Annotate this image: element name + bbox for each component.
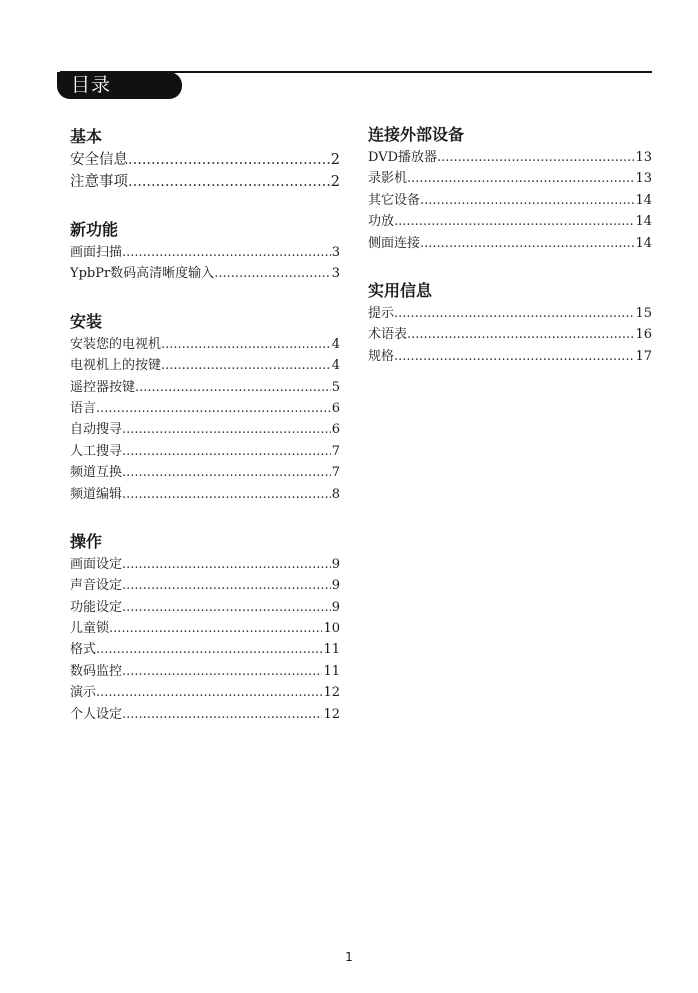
toc-entry-page: 9 xyxy=(331,578,340,594)
toc-entry[interactable] xyxy=(368,190,652,211)
toc-section xyxy=(368,280,652,367)
toc-entry-label: 个人设定 xyxy=(70,706,123,722)
toc-entry-page: 14 xyxy=(635,192,652,208)
toc-entry-page: 9 xyxy=(331,556,340,572)
toc-entry-label: 声音设定 xyxy=(70,578,123,594)
toc-entry-label: DVD播放器 xyxy=(368,150,438,165)
toc-entry-page: 14 xyxy=(635,235,652,251)
section-title: 新功能 xyxy=(70,220,119,239)
dot-leader xyxy=(128,149,330,171)
toc-entry-label: 安装您的电视机 xyxy=(70,336,162,352)
dot-leader xyxy=(394,346,634,367)
toc-entry[interactable] xyxy=(70,639,340,660)
toc-entry[interactable] xyxy=(70,661,340,682)
toc-entry-label: 侧面连接 xyxy=(368,235,421,251)
toc-section xyxy=(70,531,340,725)
toc-left-column xyxy=(70,126,340,751)
dot-leader xyxy=(122,661,322,682)
toc-entry-page: 15 xyxy=(635,305,652,321)
dot-leader xyxy=(122,554,331,575)
dot-leader xyxy=(122,575,331,596)
toc-section xyxy=(70,126,340,193)
dot-leader xyxy=(96,639,322,660)
dot-leader xyxy=(407,168,634,189)
toc-entry[interactable] xyxy=(368,303,652,324)
dot-leader xyxy=(122,704,322,725)
toc-entry-label: YpbPr数码高清晰度输入 xyxy=(70,266,215,282)
section-title: 操作 xyxy=(70,531,103,551)
toc-entry-page: 13 xyxy=(635,171,652,187)
toc-entry-page: 14 xyxy=(635,214,652,230)
dot-leader xyxy=(122,441,331,462)
dot-leader xyxy=(407,324,634,345)
dot-leader xyxy=(135,377,331,398)
toc-entry[interactable] xyxy=(70,149,340,171)
toc-entry[interactable] xyxy=(70,334,340,355)
toc-entry[interactable] xyxy=(368,233,652,254)
toc-entry-label: 功放 xyxy=(368,214,395,230)
toc-entry[interactable] xyxy=(70,462,340,483)
toc-entry-page: 4 xyxy=(331,358,340,374)
dot-leader xyxy=(161,334,331,355)
toc-entry[interactable] xyxy=(70,419,340,440)
toc-entry-label: 人工搜寻 xyxy=(70,443,123,459)
section-title: 基本 xyxy=(70,127,103,146)
toc-entry-page: 4 xyxy=(331,336,340,352)
toc-entry[interactable] xyxy=(70,704,340,725)
page-title: 目录 xyxy=(57,72,182,99)
toc-entry-page: 7 xyxy=(331,465,340,481)
toc-entry-label: 画面扫描 xyxy=(70,245,123,260)
section-title: 安装 xyxy=(70,311,103,331)
dot-leader xyxy=(122,242,331,263)
toc-entry[interactable] xyxy=(70,441,340,462)
toc-entry-page: 3 xyxy=(331,245,340,260)
dot-leader xyxy=(161,355,331,376)
toc-entry[interactable] xyxy=(70,398,340,419)
toc-entry-label: 演示 xyxy=(70,685,97,701)
toc-entry[interactable] xyxy=(368,211,652,232)
toc-entry[interactable] xyxy=(70,618,340,639)
toc-section xyxy=(368,124,652,254)
toc-section xyxy=(70,311,340,505)
toc-entry-page: 6 xyxy=(331,422,340,438)
dot-leader xyxy=(394,303,634,324)
toc-entry[interactable] xyxy=(368,346,652,367)
toc-entry-page: 12 xyxy=(323,706,340,722)
toc-entry-page: 13 xyxy=(635,150,652,165)
toc-entry[interactable] xyxy=(70,597,340,618)
dot-leader xyxy=(437,147,634,168)
toc-entry-page: 6 xyxy=(331,400,340,416)
toc-entry-page: 7 xyxy=(331,443,340,459)
toc-entry[interactable] xyxy=(70,575,340,596)
toc-entry-page: 11 xyxy=(323,642,340,658)
dot-leader xyxy=(128,171,330,193)
toc-section xyxy=(70,219,340,285)
toc-entry[interactable] xyxy=(70,355,340,376)
toc-entry[interactable] xyxy=(70,554,340,575)
toc-entry-label: 自动搜寻 xyxy=(70,422,123,438)
toc-entry[interactable] xyxy=(368,324,652,345)
toc-entry-page: 10 xyxy=(323,621,340,637)
toc-entry-label: 规格 xyxy=(368,348,395,364)
toc-entry-label: 儿童锁 xyxy=(70,621,110,637)
toc-entry-label: 语言 xyxy=(70,400,97,416)
toc-entry-label: 格式 xyxy=(70,642,97,658)
toc-entry[interactable] xyxy=(70,263,340,284)
toc-entry-page: 17 xyxy=(635,348,652,364)
toc-right-column xyxy=(368,124,652,393)
toc-entry-page: 2 xyxy=(330,174,340,190)
toc-entry[interactable] xyxy=(70,682,340,703)
toc-entry[interactable] xyxy=(368,147,652,168)
toc-entry-page: 12 xyxy=(323,685,340,701)
toc-entry-label: 数码监控 xyxy=(70,663,123,679)
toc-entry-label: 安全信息 xyxy=(70,152,128,168)
dot-leader xyxy=(96,682,322,703)
toc-entry-label: 画面设定 xyxy=(70,556,123,572)
toc-entry[interactable] xyxy=(70,171,340,193)
dot-leader xyxy=(96,398,331,419)
dot-leader xyxy=(122,419,331,440)
section-title: 实用信息 xyxy=(368,280,433,300)
toc-entry-label: 注意事项 xyxy=(70,174,128,190)
toc-entry-label: 频道编辑 xyxy=(70,486,123,502)
dot-leader xyxy=(214,263,331,284)
toc-entry-page: 2 xyxy=(330,152,340,168)
toc-entry-label: 提示 xyxy=(368,305,395,321)
toc-entry-label: 录影机 xyxy=(368,171,408,187)
toc-entry-page: 8 xyxy=(331,486,340,502)
toc-entry[interactable] xyxy=(368,168,652,189)
dot-leader xyxy=(122,484,331,505)
toc-entry-page: 16 xyxy=(635,327,652,343)
toc-entry[interactable] xyxy=(70,484,340,505)
toc-entry-label: 功能设定 xyxy=(70,599,123,615)
dot-leader xyxy=(122,462,331,483)
toc-entry-label: 遥控器按键 xyxy=(70,379,136,395)
toc-entry[interactable] xyxy=(70,242,340,263)
toc-entry-page: 3 xyxy=(331,266,340,282)
dot-leader xyxy=(420,190,634,211)
toc-entry-page: 11 xyxy=(323,663,340,679)
toc-entry[interactable] xyxy=(70,377,340,398)
toc-entry-label: 其它设备 xyxy=(368,192,421,208)
dot-leader xyxy=(420,233,634,254)
page-number: 1 xyxy=(345,950,353,964)
toc-entry-label: 频道互换 xyxy=(70,465,123,481)
toc-entry-label: 术语表 xyxy=(368,327,408,343)
dot-leader xyxy=(394,211,634,232)
dot-leader xyxy=(109,618,322,639)
dot-leader xyxy=(122,597,331,618)
section-title: 连接外部设备 xyxy=(368,125,465,144)
toc-entry-page: 9 xyxy=(331,599,340,615)
toc-entry-page: 5 xyxy=(331,379,340,395)
toc-entry-label: 电视机上的按键 xyxy=(70,358,162,374)
